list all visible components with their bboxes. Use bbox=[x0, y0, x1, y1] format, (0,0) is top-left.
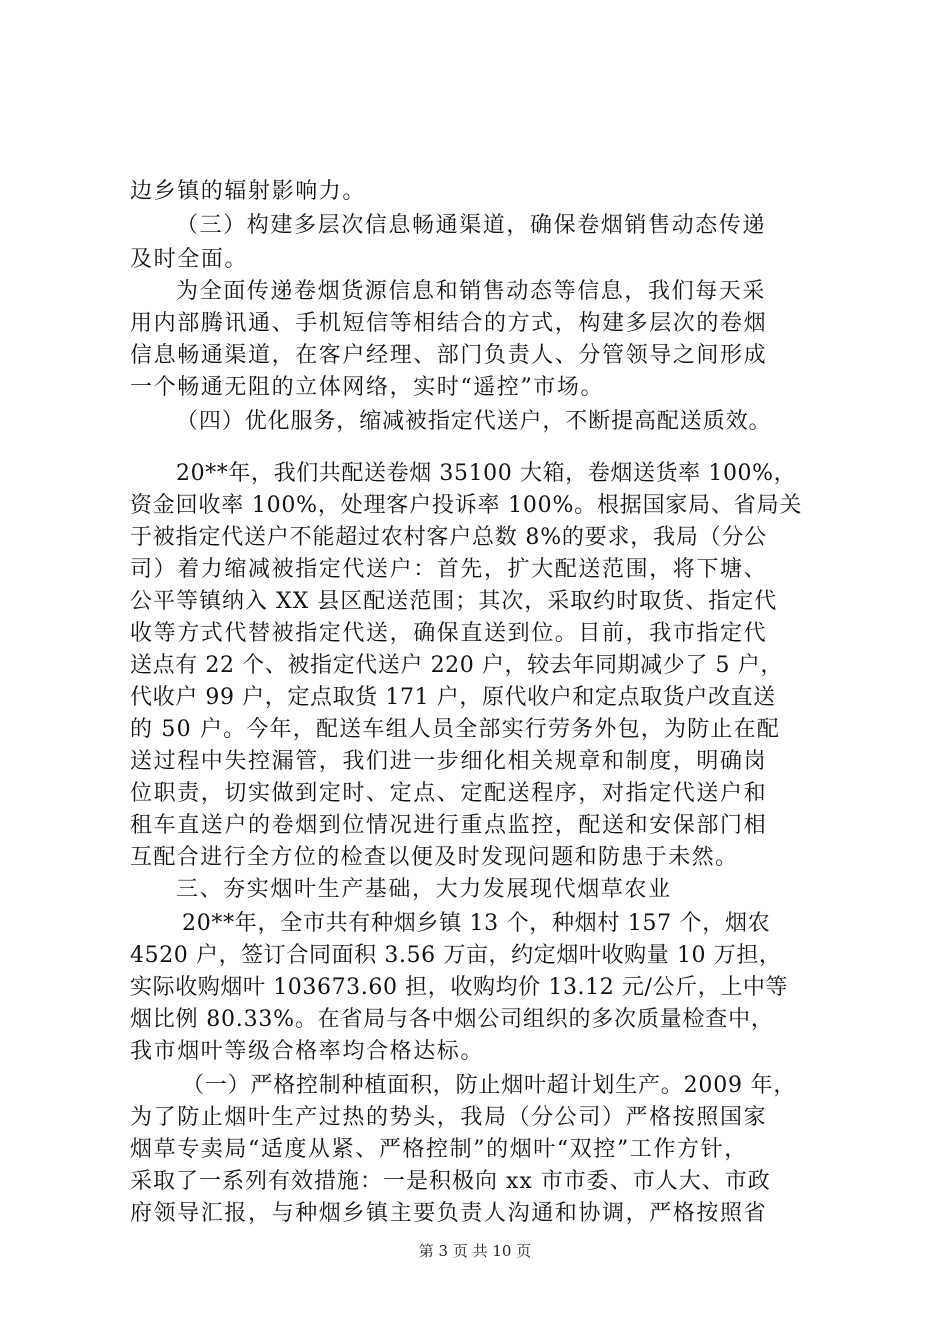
text-line: 送过程中失控漏管，我们进一步细化相关规章和制度，明确岗 bbox=[130, 749, 768, 774]
paragraph-first-line: 为全面传递卷烟货源信息和销售动态等信息，我们每天采 bbox=[176, 279, 767, 304]
text-line: 代收户 99 户，定点取货 171 户，原代收户和定点取货户改直送 bbox=[130, 685, 776, 710]
paragraph-first-line: 20**年，我们共配送卷烟 35100 大箱，卷烟送货率 100%， bbox=[176, 461, 797, 486]
text-line: 采取了一系列有效措施：一是积极向 xx 市市委、市人大、市政 bbox=[130, 1169, 771, 1194]
text-line: 互配合进行全方位的检查以便及时发现问题和防患于未然。 bbox=[130, 845, 739, 870]
text-line: 位职责，切实做到定时、定点、定配送程序，对指定代送户和 bbox=[130, 781, 768, 806]
text-line: 为了防止烟叶生产过热的势头，我局（分公司）严格按照国家 bbox=[130, 1105, 768, 1130]
text-line: 一个畅通无阻的立体网络，实时“遥控”市场。 bbox=[130, 375, 605, 400]
section-heading: 三、夯实烟叶生产基础，大力发展现代烟草农业 bbox=[176, 877, 672, 902]
paragraph-first-line: 20**年，全市共有种烟乡镇 13 个，种烟村 157 个，烟农 bbox=[182, 911, 771, 936]
text-line: 4520 户，签订合同面积 3.56 万亩，约定烟叶收购量 10 万担， bbox=[130, 943, 782, 968]
text-line: 府领导汇报，与种烟乡镇主要负责人沟通和协调，严格按照省 bbox=[130, 1201, 768, 1226]
text-line: 用内部腾讯通、手机短信等相结合的方式，构建多层次的卷烟 bbox=[130, 311, 768, 336]
text-line: 租车直送户的卷烟到位情况进行重点监控，配送和安保部门相 bbox=[130, 813, 768, 838]
text-line: 烟草专卖局“适度从紧、严格控制”的烟叶“双控”工作方针， bbox=[130, 1137, 748, 1162]
heading-line: （一）严格控制种植面积，防止烟叶超计划生产。2009 年， bbox=[182, 1073, 797, 1098]
text-line: 我市烟叶等级合格率均合格达标。 bbox=[130, 1039, 485, 1064]
text-line: 信息畅通渠道，在客户经理、部门负责人、分管领导之间形成 bbox=[130, 343, 768, 368]
text-line: 收等方式代替被指定代送，确保直送到位。目前，我市指定代 bbox=[130, 621, 768, 646]
heading-line: （四）优化服务，缩减被指定代送户，不断提高配送质效。 bbox=[176, 409, 772, 434]
text-line: 烟比例 80.33%。在省局与各中烟公司组织的多次质量检查中， bbox=[130, 1007, 774, 1032]
heading-line: （三）构建多层次信息畅通渠道，确保卷烟销售动态传递 bbox=[176, 213, 767, 238]
text-line: 及时全面。 bbox=[130, 247, 249, 272]
text-line: 送点有 22 个、被指定代送户 220 户，较去年同期减少了 5 户， bbox=[130, 653, 783, 678]
text-line: 资金回收率 100%，处理客户投诉率 100%。根据国家局、省局关 bbox=[130, 493, 803, 518]
text-line: 公平等镇纳入 XX 县区配送范围；其次，采取约时取货、指定代 bbox=[130, 589, 778, 614]
text-line: 实际收购烟叶 103673.60 担，收购均价 13.12 元/公斤，上中等 bbox=[130, 975, 789, 1000]
page-footer: 第 3 页 共 10 页 bbox=[418, 1242, 532, 1260]
text-line: 边乡镇的辐射影响力。 bbox=[130, 179, 367, 204]
text-line: 的 50 户。今年，配送车组人员全部实行劳务外包，为防止在配 bbox=[130, 717, 780, 742]
text-line: 司）着力缩减被指定代送户：首先，扩大配送范围，将下塘、 bbox=[130, 557, 768, 582]
text-line: 于被指定代送户不能超过农村客户总数 8%的要求，我局（分公 bbox=[130, 525, 768, 550]
